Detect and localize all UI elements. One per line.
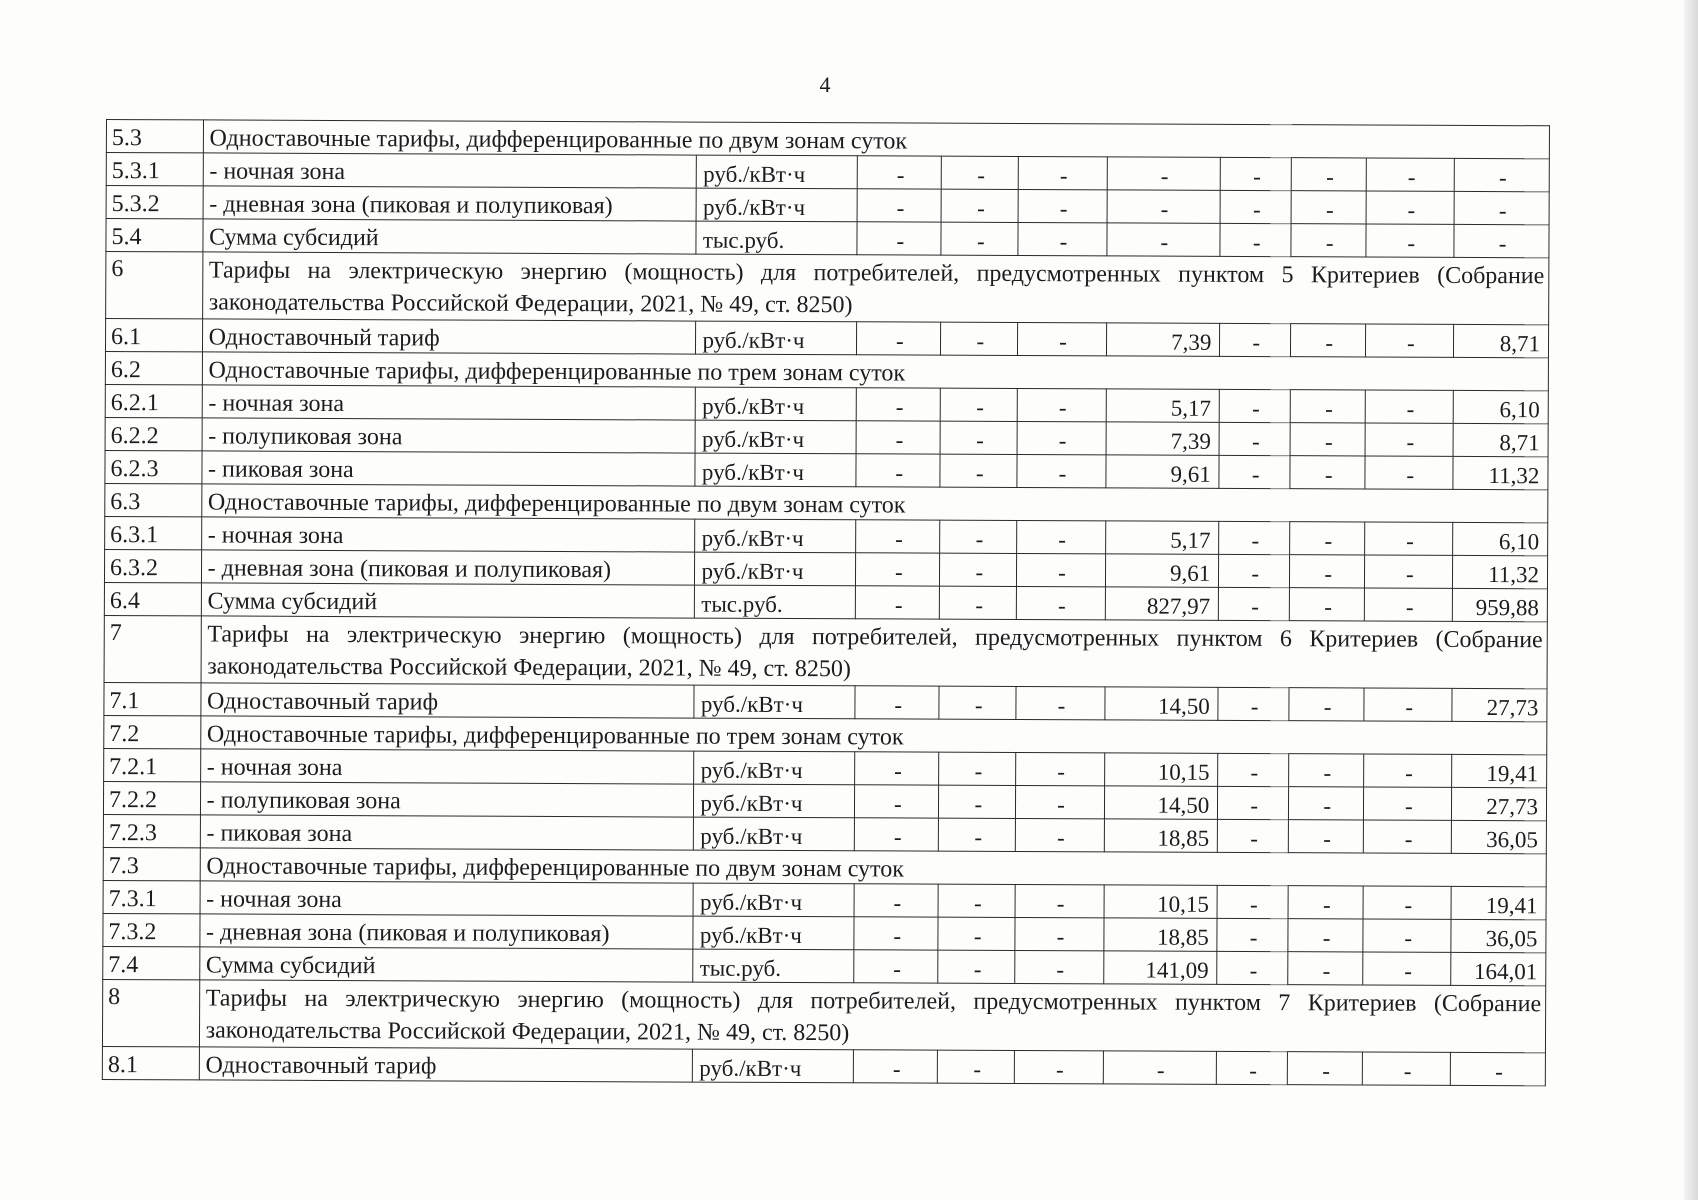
value-cell: - <box>1015 950 1103 983</box>
row-label: Сумма субсидий <box>199 947 693 982</box>
section-title: Тарифы на электрическую энергию (мощность) для потребителей, предусмотренных пунктом 6 Критериев (Собрание законодательства Российской Федерации, 2021, № 49, ст. 8250) <box>201 616 1548 689</box>
section-title: Тарифы на электрическую энергию (мощность) для потребителей, предусмотренных пунктом 7 Критериев (Собрание законодательства Российской Федерации, 2021, № 49, ст. 8250) <box>199 980 1546 1053</box>
row-number: 6.2.1 <box>105 384 202 417</box>
value-cell: 18,85 <box>1104 819 1218 852</box>
value-cell: - <box>1366 324 1454 357</box>
value-cell: - <box>940 520 1017 553</box>
row-number: 5.3 <box>106 120 203 153</box>
row-number: 8.1 <box>102 1046 199 1079</box>
value-cell: - <box>1016 752 1104 785</box>
row-label: - ночная зона <box>200 881 694 916</box>
section-heading: Одноставочные тарифы, дифференцированные по двум зонам суток <box>203 120 1550 159</box>
section-heading: Одноставочные тарифы, дифференцированные по двум зонам суток <box>201 484 1548 523</box>
table-row <box>106 186 1549 225</box>
value-cell: - <box>1218 687 1289 720</box>
row-number: 5.3.2 <box>106 186 203 219</box>
unit-cell: тыс.руб. <box>695 585 856 619</box>
row-label: - дневная зона (пиковая и полупиковая) <box>203 186 697 221</box>
value-cell: - <box>1219 455 1290 488</box>
value-cell: - <box>940 454 1017 487</box>
table-row <box>102 979 1545 1052</box>
section-title: Тарифы на электрическую энергию (мощность) для потребителей, предусмотренных пунктом 5 Критериев (Собрание законодательства Российской Федерации, 2021, № 49, ст. 8250) <box>202 252 1549 325</box>
value-cell: 11,32 <box>1453 555 1548 588</box>
value-cell: - <box>1018 388 1106 421</box>
table-row <box>105 351 1548 390</box>
value-cell: - <box>1018 421 1106 454</box>
value-cell: 27,73 <box>1452 688 1547 721</box>
row-number: 5.3.1 <box>106 153 203 186</box>
unit-cell: тыс.руб. <box>693 949 854 983</box>
value-cell: - <box>1287 1052 1362 1085</box>
unit-cell: руб./кВт·ч <box>696 387 857 421</box>
value-cell: - <box>938 884 1015 917</box>
value-cell: 6,10 <box>1454 390 1549 423</box>
value-cell: - <box>1217 918 1288 951</box>
table-row <box>103 814 1546 853</box>
value-cell: - <box>1107 190 1221 223</box>
value-cell: 19,41 <box>1451 886 1546 919</box>
value-cell: - <box>1106 223 1220 256</box>
value-cell: - <box>1217 951 1288 984</box>
value-cell: - <box>1218 753 1289 786</box>
row-label: - ночная зона <box>200 749 694 784</box>
row-number: 7.3.2 <box>103 913 200 946</box>
section-heading: Одноставочные тарифы, дифференцированные по трем зонам суток <box>200 716 1547 755</box>
value-cell: - <box>940 421 1017 454</box>
value-cell: - <box>858 189 942 222</box>
row-number: 5.4 <box>106 219 203 252</box>
row-number: 7.3 <box>103 847 200 880</box>
value-cell: - <box>1217 1051 1288 1084</box>
value-cell: - <box>854 917 938 950</box>
value-cell: - <box>1107 157 1221 190</box>
value-cell: - <box>1220 323 1291 356</box>
table-row <box>105 417 1548 456</box>
value-cell: - <box>1363 1052 1451 1085</box>
value-cell: - <box>1219 587 1290 620</box>
value-cell: - <box>1018 222 1106 255</box>
value-cell: - <box>939 818 1016 851</box>
value-cell: - <box>857 322 941 355</box>
value-cell: - <box>1019 189 1107 222</box>
row-number: 7.2 <box>104 715 201 748</box>
value-cell: 18,85 <box>1103 918 1217 951</box>
value-cell: - <box>1015 917 1103 950</box>
row-label: - дневная зона (пиковая и полупиковая) <box>201 550 695 585</box>
value-cell: - <box>940 586 1017 619</box>
value-cell: 11,32 <box>1453 456 1548 489</box>
value-cell: - <box>1016 884 1104 917</box>
value-cell: 5,17 <box>1106 389 1220 422</box>
row-number: 6.3.1 <box>105 516 202 549</box>
row-number: 7.2.3 <box>103 814 200 847</box>
value-cell: - <box>1221 157 1292 190</box>
row-label: Одноставочный тариф <box>199 1047 693 1082</box>
table-row <box>102 1046 1545 1085</box>
unit-cell: руб./кВт·ч <box>693 916 854 950</box>
value-cell: - <box>1290 456 1365 489</box>
value-cell: 9,61 <box>1105 554 1219 587</box>
table-row <box>106 252 1549 325</box>
unit-cell: руб./кВт·ч <box>694 784 855 818</box>
unit-cell: руб./кВт·ч <box>693 883 854 917</box>
unit-cell: руб./кВт·ч <box>696 321 857 355</box>
value-cell: - <box>1018 322 1106 355</box>
value-cell: - <box>1219 389 1290 422</box>
value-cell: - <box>1291 191 1366 224</box>
value-cell: 10,15 <box>1104 753 1218 786</box>
page-number: 4 <box>819 72 831 97</box>
row-label: Сумма субсидий <box>201 583 695 618</box>
value-cell: 6,10 <box>1453 522 1548 555</box>
unit-cell: руб./кВт·ч <box>695 453 856 487</box>
value-cell: - <box>1219 422 1290 455</box>
table-row <box>106 153 1549 192</box>
row-number: 6.1 <box>105 319 202 352</box>
value-cell: - <box>1366 191 1454 224</box>
value-cell: - <box>1290 423 1365 456</box>
value-cell: - <box>1017 553 1105 586</box>
row-number: 7 <box>104 615 201 682</box>
value-cell: 36,05 <box>1452 820 1547 853</box>
value-cell: 959,88 <box>1453 588 1548 621</box>
unit-cell: руб./кВт·ч <box>694 817 855 851</box>
value-cell: - <box>1220 190 1291 223</box>
row-number: 7.1 <box>104 682 201 715</box>
value-cell: - <box>939 785 1016 818</box>
value-cell: - <box>1288 919 1363 952</box>
value-cell: - <box>856 586 940 619</box>
table-row <box>103 847 1546 886</box>
value-cell: - <box>938 950 1015 983</box>
value-cell: - <box>1365 390 1453 423</box>
value-cell: - <box>1364 754 1452 787</box>
row-label: - ночная зона <box>202 385 696 420</box>
value-cell: - <box>1451 1052 1546 1085</box>
value-cell: - <box>1365 522 1453 555</box>
table-row <box>104 682 1547 721</box>
value-cell: - <box>1290 522 1365 555</box>
value-cell: - <box>1219 521 1290 554</box>
value-cell: - <box>854 884 938 917</box>
value-cell: 36,05 <box>1451 919 1546 952</box>
table-row <box>104 615 1547 688</box>
table-row <box>105 384 1548 423</box>
value-cell: - <box>1015 1050 1103 1083</box>
value-cell: - <box>1019 156 1107 189</box>
value-cell: - <box>1365 456 1453 489</box>
value-cell: - <box>1016 818 1104 851</box>
value-cell: 5,17 <box>1105 521 1219 554</box>
value-cell: - <box>1365 555 1453 588</box>
row-number: 8 <box>102 979 199 1046</box>
value-cell: - <box>1016 785 1104 818</box>
value-cell: - <box>857 222 941 255</box>
value-cell: - <box>1220 223 1291 256</box>
value-cell: - <box>856 520 940 553</box>
row-number: 6.4 <box>104 582 201 615</box>
value-cell: - <box>1290 390 1365 423</box>
row-label: - полупиковая зона <box>202 418 696 453</box>
unit-cell: руб./кВт·ч <box>694 751 855 785</box>
row-label: - пиковая зона <box>200 815 694 850</box>
value-cell: - <box>855 686 939 719</box>
value-cell: - <box>940 388 1017 421</box>
value-cell: - <box>1017 520 1105 553</box>
value-cell: - <box>1218 819 1289 852</box>
value-cell: - <box>1366 158 1454 191</box>
value-cell: - <box>857 421 941 454</box>
row-label: Одноставочный тариф <box>201 683 695 718</box>
value-cell: - <box>855 818 939 851</box>
value-cell: - <box>1363 919 1451 952</box>
value-cell: - <box>1364 787 1452 820</box>
value-cell: - <box>938 1050 1015 1083</box>
table-row <box>104 582 1547 621</box>
value-cell: - <box>1290 555 1365 588</box>
value-cell: - <box>855 752 939 785</box>
row-label: - ночная зона <box>201 517 695 552</box>
value-cell: - <box>940 553 1017 586</box>
value-cell: - <box>857 388 941 421</box>
value-cell: - <box>1455 158 1550 191</box>
row-number: 6.3.2 <box>104 549 201 582</box>
value-cell: 8,71 <box>1453 423 1548 456</box>
table-row <box>104 748 1547 787</box>
value-cell: - <box>1289 688 1364 721</box>
unit-cell: руб./кВт·ч <box>693 1049 854 1083</box>
value-cell: - <box>1363 886 1451 919</box>
table-row <box>106 219 1549 258</box>
value-cell: - <box>858 156 942 189</box>
row-number: 6 <box>106 252 203 319</box>
value-cell: 164,01 <box>1451 952 1546 985</box>
row-number: 7.2.1 <box>104 748 201 781</box>
value-cell: - <box>1454 191 1549 224</box>
row-label: Сумма субсидий <box>203 219 697 254</box>
value-cell: - <box>1364 688 1452 721</box>
unit-cell: руб./кВт·ч <box>695 552 856 586</box>
unit-cell: руб./кВт·ч <box>695 519 856 553</box>
row-number: 7.3.1 <box>103 880 200 913</box>
row-label: - пиковая зона <box>202 451 696 486</box>
tariff-table <box>102 119 1550 1086</box>
value-cell: 8,71 <box>1454 324 1549 357</box>
value-cell: - <box>1218 786 1289 819</box>
row-number: 7.2.2 <box>103 781 200 814</box>
value-cell: 141,09 <box>1103 951 1217 984</box>
value-cell: - <box>1288 820 1363 853</box>
value-cell: - <box>1288 886 1363 919</box>
value-cell: - <box>856 454 940 487</box>
value-cell: 14,50 <box>1104 687 1218 720</box>
table-row <box>105 450 1548 489</box>
row-label: - ночная зона <box>203 153 697 188</box>
value-cell: - <box>1219 554 1290 587</box>
unit-cell: руб./кВт·ч <box>696 188 857 222</box>
value-cell: - <box>939 686 1016 719</box>
value-cell: - <box>941 189 1018 222</box>
value-cell: - <box>1291 224 1366 257</box>
value-cell: 9,61 <box>1105 455 1219 488</box>
value-cell: - <box>854 950 938 983</box>
section-heading: Одноставочные тарифы, дифференцированные по двум зонам суток <box>200 848 1547 887</box>
table-row <box>103 913 1546 952</box>
value-cell: - <box>939 752 1016 785</box>
unit-cell: руб./кВт·ч <box>695 420 856 454</box>
value-cell: - <box>1365 423 1453 456</box>
value-cell: - <box>1365 588 1453 621</box>
value-cell: - <box>1289 787 1364 820</box>
value-cell: - <box>1291 324 1366 357</box>
value-cell: 27,73 <box>1452 787 1547 820</box>
tariff-table-body <box>102 120 1549 1086</box>
value-cell: - <box>1366 224 1454 257</box>
value-cell: - <box>1289 754 1364 787</box>
row-number: 6.3 <box>105 483 202 516</box>
table-row <box>104 715 1547 754</box>
value-cell: - <box>1017 586 1105 619</box>
value-cell: 10,15 <box>1104 885 1218 918</box>
row-label: Одноставочный тариф <box>202 319 696 354</box>
unit-cell: руб./кВт·ч <box>697 155 858 189</box>
value-cell: - <box>1363 952 1451 985</box>
row-number: 6.2.2 <box>105 417 202 450</box>
value-cell: 7,39 <box>1106 323 1220 356</box>
value-cell: - <box>1288 952 1363 985</box>
value-cell: - <box>1217 885 1288 918</box>
value-cell: - <box>1454 224 1549 257</box>
row-label: - полупиковая зона <box>200 782 694 817</box>
value-cell: - <box>855 785 939 818</box>
value-cell: 19,41 <box>1452 754 1547 787</box>
row-number: 6.2.3 <box>105 450 202 483</box>
value-cell: - <box>1016 686 1104 719</box>
table-row <box>103 946 1546 985</box>
unit-cell: тыс.руб. <box>696 221 857 255</box>
table-row <box>105 483 1548 522</box>
value-cell: - <box>1017 454 1105 487</box>
value-cell: - <box>941 322 1018 355</box>
table-row <box>105 516 1548 555</box>
value-cell: 827,97 <box>1105 587 1219 620</box>
table-row <box>103 880 1546 919</box>
value-cell: - <box>856 553 940 586</box>
value-cell: - <box>1103 1051 1217 1084</box>
value-cell: - <box>941 222 1018 255</box>
value-cell: - <box>1291 158 1366 191</box>
value-cell: - <box>941 156 1018 189</box>
table-row <box>106 120 1549 159</box>
scan-edge-shadow <box>1684 0 1698 1200</box>
value-cell: 14,50 <box>1104 786 1218 819</box>
unit-cell: руб./кВт·ч <box>694 685 855 719</box>
table-row <box>103 781 1546 820</box>
row-number: 7.4 <box>103 946 200 979</box>
value-cell: - <box>1364 820 1452 853</box>
value-cell: - <box>938 917 1015 950</box>
value-cell: - <box>854 1050 938 1083</box>
value-cell: - <box>1289 588 1364 621</box>
section-heading: Одноставочные тарифы, дифференцированные по трем зонам суток <box>202 352 1549 391</box>
row-label: - дневная зона (пиковая и полупиковая) <box>199 914 693 949</box>
table-row <box>104 549 1547 588</box>
row-number: 6.2 <box>105 351 202 384</box>
value-cell: 7,39 <box>1106 422 1220 455</box>
table-row <box>105 319 1548 358</box>
